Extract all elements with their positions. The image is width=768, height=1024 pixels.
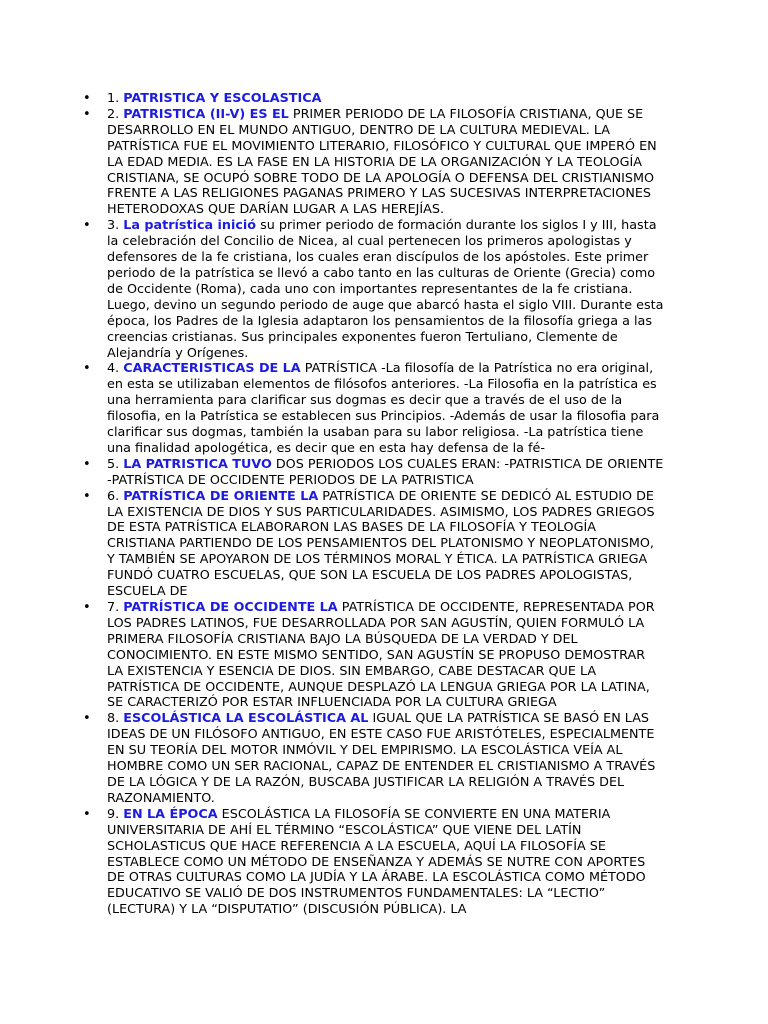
- item-heading: ESCOLÁSTICA LA ESCOLÁSTICA AL: [123, 711, 369, 727]
- bullet-icon: •: [83, 218, 91, 234]
- item-number: 3.: [107, 218, 120, 234]
- list-item: [83, 711, 664, 806]
- list-item: [83, 600, 664, 711]
- item-text: IGUAL QUE LA PATRÍSTICA SE BASÓ EN LAS IDEAS DE UN FILÓSOFO ANTIGUO, EN ESTE CASO FUE ARISTÓTELES, ESPECIALMENTE EN SU TEORÍA DEL MOTOR INMÓVIL Y DEL EMPIRISMO. LA ESCOLÁSTICA VEÍA AL HOMBRE COMO UN SER RACIONAL, CAPAZ DE ENTENDER EL CRISTIANISMO A TRAVÉS DE LA LÓGICA Y DE LA RAZÓN, BUSCABA JUSTIFICAR LA RELIGIÓN A TRAVÉS DEL RAZONAMIENTO.: [107, 711, 656, 806]
- bullet-icon: •: [83, 106, 91, 122]
- item-number: 6.: [107, 488, 120, 504]
- list-item: [83, 106, 664, 218]
- item-text: ESCOLÁSTICA LA FILOSOFÍA SE CONVIERTE EN UNA MATERIA UNIVERSITARIA DE AHÍ EL TÉRMINO “ESCOLÁSTICA” QUE VIENE DEL LATÍN SCHOLASTICUS QUE HACE REFERENCIA A LA ESCUELA, AQUÍ LA FILOSOFÍA SE ESTABLECE COMO UN MÉTODO DE ENSEÑANZA Y ADEMÁS SE NUTRE CON APORTES DE OTRAS CULTURAS COMO LA JUDÍA Y LA ÁRABE. LA ESCOLÁSTICA COMO MÉTODO EDUCATIVO SE VALIÓ DE DOS INSTRUMENTOS FUNDAMENTALES: LA “LECTIO” (LECTURA) Y LA “DISPUTATIO” (DISCUSIÓN PÚBLICA). LA: [107, 806, 646, 918]
- bullet-icon: •: [83, 806, 91, 822]
- item-text: PATRÍSTICA DE OCCIDENTE, REPRESENTADA POR LOS PADRES LATINOS, FUE DESARROLLADA POR SAN AGUSTÍN, QUIEN FORMULÓ LA PRIMERA FILOSOFÍA CRISTIANA BAJO LA BÚSQUEDA DE LA VERDAD Y DEL CONOCIMIENTO. EN ESTE MISMO SENTIDO, SAN AGUSTÍN SE PROPUSO DEMOSTRAR LA EXISTENCIA Y ESENCIA DE DIOS. SIN EMBARGO, CABE DESTACAR QUE LA PATRÍSTICA DE OCCIDENTE, AUNQUE DESPLAZÓ LA LENGUA GRIEGA POR LA LATINA, SE CARACTERIZÓ POR ESTAR INFLUENCIADA POR LA CULTURA GRIEGA: [107, 600, 655, 711]
- item-heading: PATRÍSTICA DE ORIENTE LA: [123, 488, 319, 504]
- item-number: 9.: [107, 806, 120, 822]
- item-number: 8.: [107, 711, 120, 727]
- item-heading: PATRISTICA Y ESCOLASTICA: [123, 91, 322, 106]
- list-item: [83, 488, 664, 600]
- bullet-icon: •: [83, 91, 91, 106]
- bullet-list: [83, 91, 664, 918]
- list-item: [83, 218, 664, 361]
- list-item: [83, 456, 664, 489]
- item-heading: PATRISTICA (II-V) ES EL: [123, 106, 289, 122]
- item-number: 2.: [107, 106, 120, 122]
- item-text: DOS PERIODOS LOS CUALES ERAN: -PATRISTICA DE ORIENTE -PATRÍSTICA DE OCCIDENTE PERIODOS DE LA PATRISTICA: [107, 456, 664, 488]
- item-heading: CARACTERISTICAS DE LA: [123, 361, 301, 377]
- bullet-icon: •: [83, 711, 91, 727]
- item-text: su primer periodo de formación durante los siglos I y III, hasta la celebración del Concilio de Nicea, al cual pertenecen los primeros apologistas y defensores de la fe cristiana, los cuales eran discípulos de los apóstoles. Este primer periodo de la patrística se llevó a cabo tanto en las culturas de Oriente (Grecia) como de Occidente (Roma), cada uno con importantes representantes de la fe cristiana. Luego, devino un segundo periodo de auge que abarcó hasta el siglo VIII. Durante esta época, los Padres de la Iglesia adaptaron los pensamientos de la filosofía griega a las creencias cristianas. Sus principales exponentes fueron Tertuliano, Clemente de Alejandría y Orígenes.: [107, 218, 664, 361]
- item-number: 4.: [107, 361, 120, 377]
- bullet-icon: •: [83, 361, 91, 377]
- item-heading: PATRÍSTICA DE OCCIDENTE LA: [123, 600, 338, 615]
- list-item: [83, 806, 664, 918]
- item-text: PATRÍSTICA DE ORIENTE SE DEDICÓ AL ESTUDIO DE LA EXISTENCIA DE DIOS Y SUS PARTICULARIDADES. ASIMISMO, LOS PADRES GRIEGOS DE ESTA PATRÍSTICA ELABORARON LAS BASES DE LA FILOSOFÍA Y TEOLOGÍA CRISTIANA PARTIENDO DE LOS PENSAMIENTOS DEL PLATONISMO Y NEOPLATONISMO, Y TAMBIÉN SE APOYARON DE LOS TÉRMINOS MORAL Y ÉTICA. LA PATRÍSTICA GRIEGA FUNDÓ CUATRO ESCUELAS, QUE SON LA ESCUELA DE LOS PADRES APOLOGISTAS, ESCUELA DE: [107, 488, 655, 600]
- item-heading: LA PATRISTICA TUVO: [123, 456, 272, 472]
- bullet-icon: •: [83, 456, 91, 472]
- bullet-icon: •: [83, 600, 91, 615]
- item-heading: La patrística inició: [123, 218, 257, 234]
- item-heading: EN LA ÉPOCA: [123, 806, 218, 822]
- list-item: [83, 91, 664, 107]
- item-text: PATRÍSTICA -La filosofía de la Patrística no era original, en esta se utilizaban elementos de filósofos anteriores. -La Filosofia en la patrística es una herramienta para clarificar sus dogmas es decir que a través de el uso de la filosofia, en la Patrística se establecen sus Principios. -Además de usar la filosofia para clarificar sus dogmas, también la usaban para su labor religiosa. -La patrística tiene una finalidad apologética, es decir que en esta hay defensa de la fé-: [107, 361, 660, 456]
- item-number: 7.: [107, 600, 120, 615]
- item-number: 1.: [107, 91, 120, 106]
- list-item: [83, 361, 664, 456]
- item-number: 5.: [107, 456, 120, 472]
- bullet-icon: •: [83, 488, 91, 504]
- item-text: PRIMER PERIODO DE LA FILOSOFÍA CRISTIANA, QUE SE DESARROLLO EN EL MUNDO ANTIGUO, DENTRO DE LA CULTURA MEDIEVAL. LA PATRÍSTICA FUE EL MOVIMIENTO LITERARIO, FILOSÓFICO Y CULTURAL QUE IMPERÓ EN LA EDAD MEDIA. ES LA FASE EN LA HISTORIA DE LA ORGANIZACIÓN Y LA TEOLOGÍA CRISTIANA, SE OCUPÓ SOBRE TODO DE LA APOLOGÍA O DEFENSA DEL CRISTIANISMO FRENTE A LAS RELIGIONES PAGANAS PRIMERO Y LAS SUCESIVAS INTERPRETACIONES HETERODOXAS QUE DARÍAN LUGAR A LAS HEREJÍAS.: [107, 106, 657, 218]
